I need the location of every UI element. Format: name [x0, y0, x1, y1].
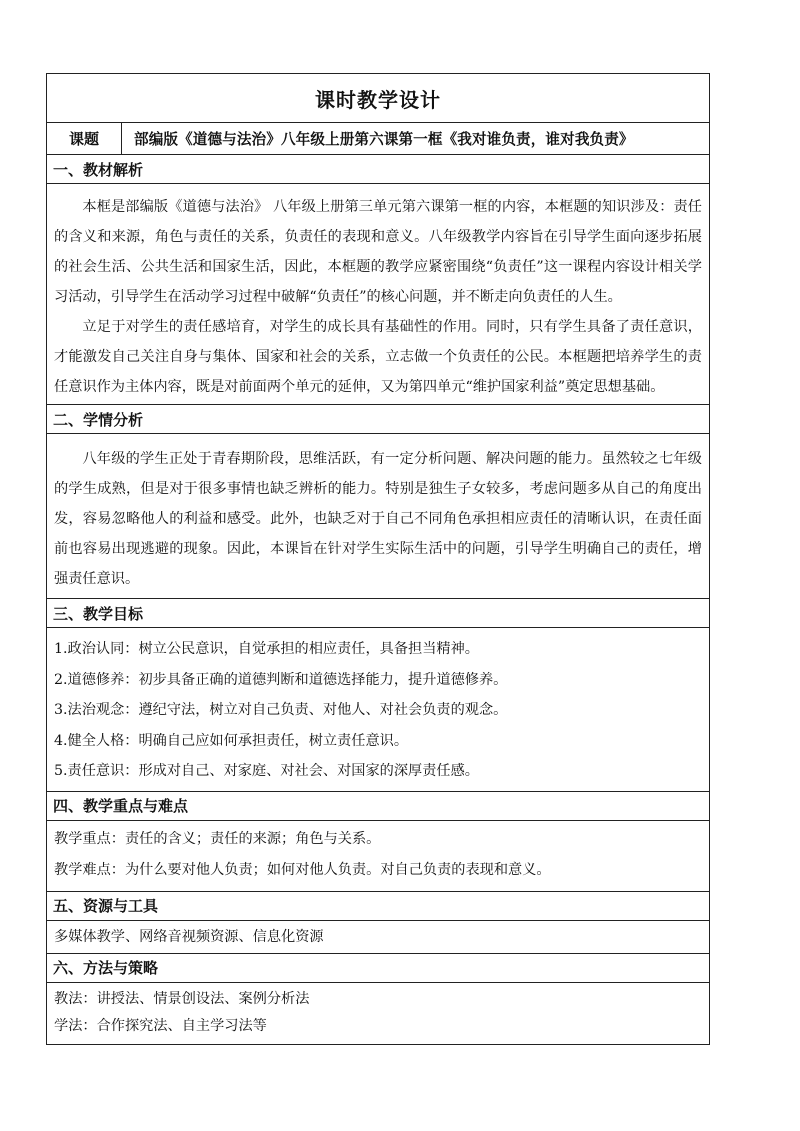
topic-label: 课题: [47, 123, 122, 154]
section-resources: [47, 891, 709, 953]
section-body: [47, 628, 709, 791]
paragraph: 本框是部编版《道德与法治》 八年级上册第三单元第六课第一框的内容，本框题的知识涉及：责任的含义和来源，角色与责任的关系，负责任的表现和意义。八年级教学内容旨在引导学生面向逐步拓展的社会生活、公共生活和国家生活，因此，本框题的教学应紧密围绕“负责任”这一课程内容设计相关学习活动，引导学生在活动学习过程中破解“负责任”的核心问题，并不断走向负责任的人生。: [54, 199, 702, 305]
resources-text: 多媒体教学、网络音视频资源、信息化资源: [54, 928, 324, 945]
section-heading: 三、教学目标: [47, 599, 709, 628]
document-title: 课时教学设计: [315, 87, 441, 112]
paragraph: 立足于对学生的责任感培育，对学生的成长具有基础性的作用。同时，只有学生具备了责任意识，才能激发自己关注自身与集体、国家和社会的关系，立志做一个负责任的公民。本框题把培养学生的责任意识作为主体内容，既是对前面两个单元的延伸，又为第四单元“维护国家利益”奠定思想基础。: [54, 319, 702, 395]
goal-item: 2.道德修养：初步具备正确的道德判断和道德选择能力，提升道德修养。: [54, 671, 508, 688]
topic-value: 部编版《道德与法治》八年级上册第六课第一框《我对谁负责，谁对我负责》: [134, 131, 634, 148]
lesson-design-table: [46, 73, 710, 1045]
section-heading: 四、教学重点与难点: [47, 792, 709, 821]
section-body: [47, 184, 709, 404]
paragraph: 八年级的学生正处于青春期阶段，思维活跃，有一定分析问题、解决问题的能力。虽然较之七年级的学生成熟，但是对于很多事情也缺乏辨析的能力。特别是独生子女较多，考虑问题多从自己的角度出发，容易忽略他人的利益和感受。此外，也缺乏对于自己不同角色承担相应责任的清晰认识，在责任面前也容易出现逃避的现象。因此，本课旨在针对学生实际生活中的问题，引导学生明确自己的责任，增强责任意识。: [54, 451, 702, 587]
section-body: [47, 983, 709, 1044]
topic-row: [47, 122, 709, 154]
section-textbook-analysis: [47, 154, 709, 404]
section-heading: 二、学情分析: [47, 405, 709, 434]
key-point: 教学重点：责任的含义；责任的来源；角色与关系。: [54, 830, 381, 847]
learning-methods: 学法：合作探究法、自主学习法等: [54, 1017, 267, 1034]
section-key-points: [47, 791, 709, 891]
section-body: [47, 821, 709, 891]
section-heading: 一、教材解析: [47, 155, 709, 184]
section-heading: 六、方法与策略: [47, 954, 709, 983]
goal-item: 3.法治观念：遵纪守法，树立对自己负责、对他人、对社会负责的观念。: [54, 702, 508, 718]
goal-item: 5.责任意识：形成对自己、对家庭、对社会、对国家的深厚责任感。: [54, 763, 479, 779]
section-methods: [47, 953, 709, 1044]
section-heading: 五、资源与工具: [47, 892, 709, 921]
teaching-methods: 教法：讲授法、情景创设法、案例分析法: [54, 990, 310, 1007]
goal-item: 1.政治认同：树立公民意识，自觉承担的相应责任，具备担当精神。: [54, 641, 479, 657]
section-teaching-goals: [47, 598, 709, 791]
goal-item: 4.健全人格：明确自己应如何承担责任，树立责任意识。: [54, 732, 409, 749]
difficult-point: 教学难点：为什么要对他人负责；如何对他人负责。对自己负责的表现和意义。: [54, 861, 551, 878]
section-body: [47, 434, 709, 598]
section-body: [47, 921, 709, 953]
section-learner-analysis: [47, 404, 709, 598]
